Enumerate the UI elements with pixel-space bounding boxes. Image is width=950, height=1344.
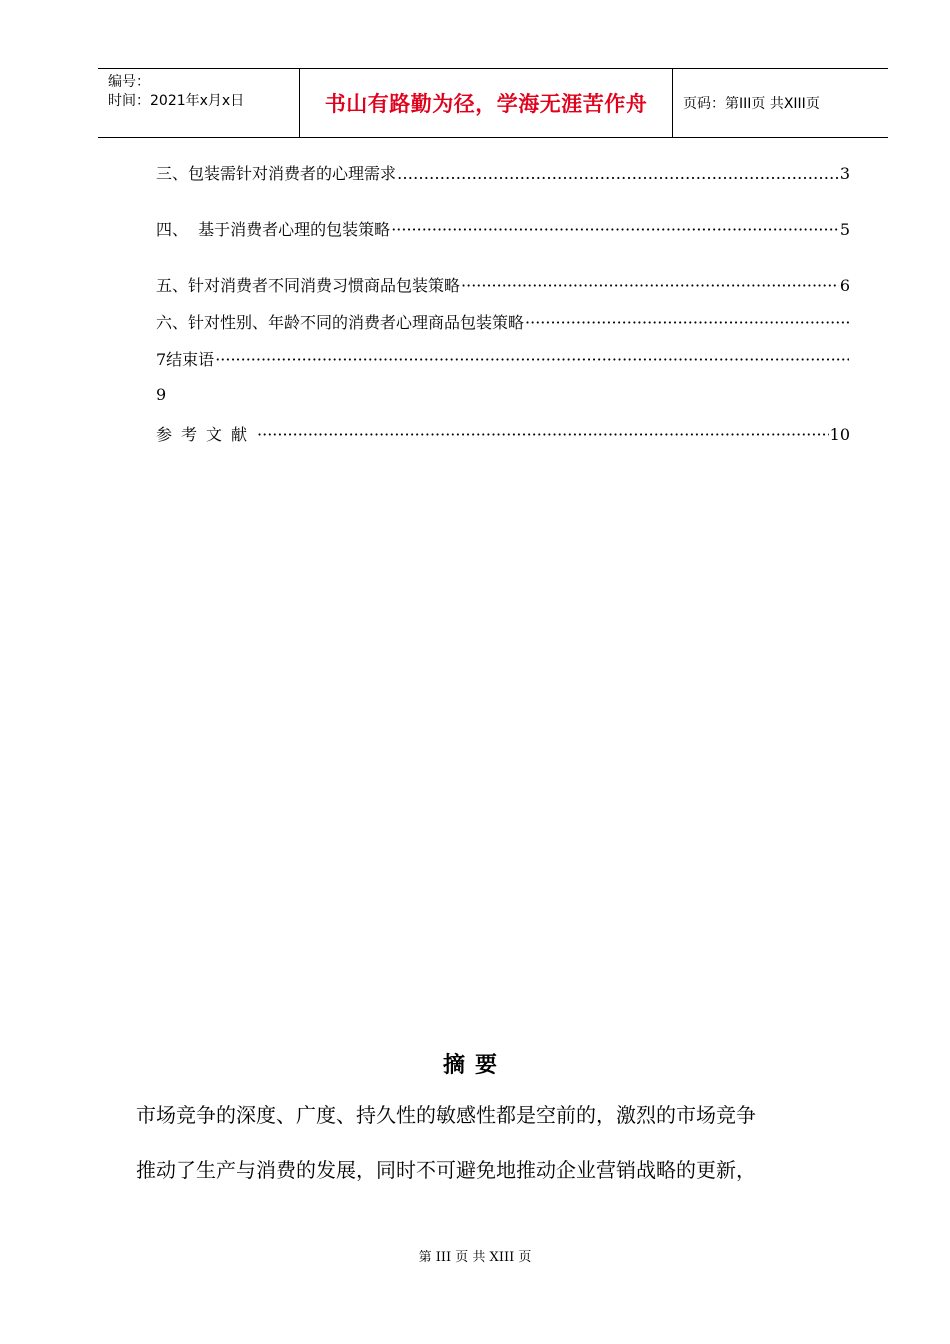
toc-page: 3 bbox=[839, 164, 850, 183]
abstract-line-2: 推动了生产与消费的发展，同时不可避免地推动企业营销战略的更新， bbox=[136, 1158, 756, 1182]
toc-page: 5 bbox=[839, 220, 850, 239]
number-label: 编号： bbox=[108, 74, 150, 90]
toc-item-5 bbox=[156, 273, 850, 296]
toc-item-4 bbox=[156, 217, 850, 240]
time-label: 时间：2021年x月x日 bbox=[108, 93, 245, 109]
toc-leader bbox=[525, 313, 849, 332]
toc-page: 10 bbox=[829, 425, 850, 444]
toc-title: 六、针对性别、年龄不同的消费者心理商品包装策略 bbox=[156, 313, 525, 332]
toc-item-7-page: 9 bbox=[156, 385, 167, 404]
abstract-line-1: 市场竞争的深度、广度、持久性的敏感性都是空前的，激烈的市场竞争 bbox=[136, 1103, 756, 1127]
toc-leader bbox=[391, 220, 839, 239]
toc-leader bbox=[461, 276, 839, 295]
header-meta bbox=[98, 69, 300, 137]
toc-leader bbox=[215, 350, 849, 369]
header-motto: 书山有路勤为径，学海无涯苦作舟 bbox=[300, 69, 673, 137]
toc-title: 四、 基于消费者心理的包装策略 bbox=[156, 220, 391, 239]
toc-title: 三、包装需针对消费者的心理需求 bbox=[156, 164, 397, 183]
header-page-code: 页码：第III页 共XIII页 bbox=[683, 96, 820, 112]
toc-title: 7结束语 bbox=[156, 350, 215, 369]
toc-references bbox=[156, 422, 850, 445]
toc-item-3 bbox=[156, 161, 850, 184]
toc-item-6 bbox=[156, 310, 850, 333]
toc-title: 参考文献 bbox=[156, 425, 257, 444]
abstract-title: 摘要 bbox=[442, 1053, 507, 1078]
toc-item-7 bbox=[156, 347, 850, 370]
toc-leader bbox=[257, 425, 829, 444]
toc-leader bbox=[397, 164, 839, 183]
toc-title: 五、针对消费者不同消费习惯商品包装策略 bbox=[156, 276, 461, 295]
page-header bbox=[98, 68, 888, 138]
toc-page: 6 bbox=[839, 276, 850, 295]
page-footer: 第 III 页 共 XIII 页 bbox=[418, 1250, 532, 1265]
